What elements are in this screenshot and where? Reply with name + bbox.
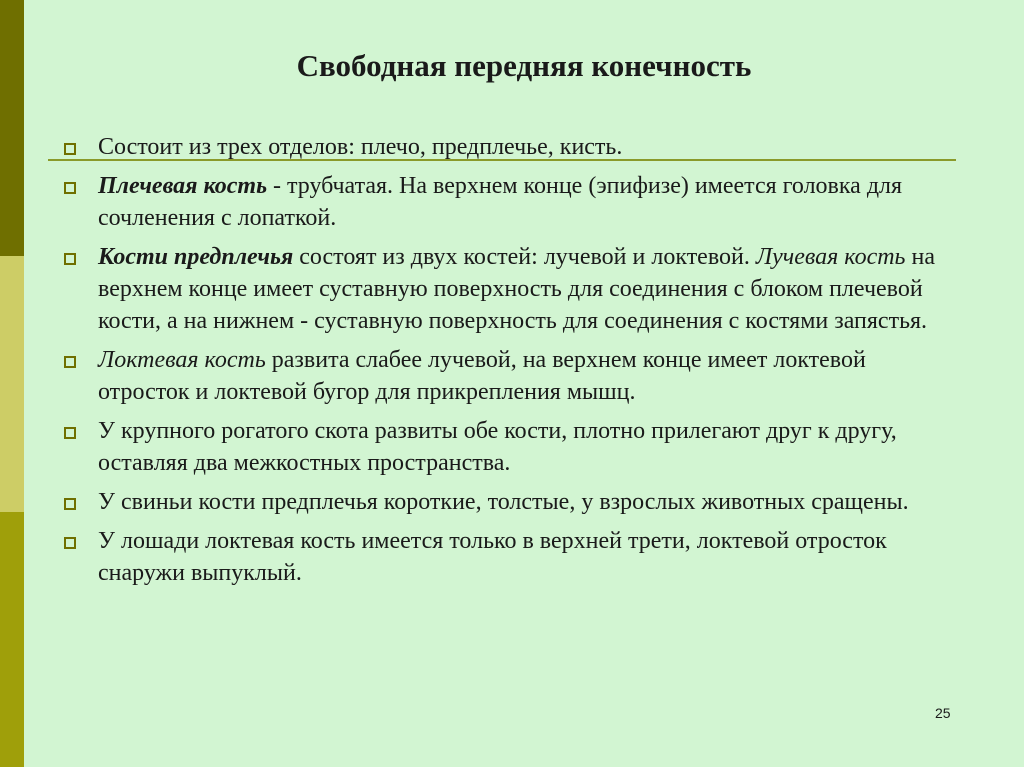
bullet-item <box>62 415 962 479</box>
page-number: 25 <box>935 705 951 721</box>
slide-title: Свободная передняя конечность <box>296 48 752 83</box>
square-bullet-icon <box>64 356 76 368</box>
decor-stripe-top <box>0 0 24 256</box>
bullet-text: - трубчатая. На верхнем конце (эпифизе) имеется головка для сочленения с лопаткой. <box>98 173 903 231</box>
bullet-text: У свиньи кости предплечья короткие, толстые, у взрослых животных сращены. <box>98 489 909 515</box>
bullet-text: на верхнем конце имеет суставную поверхность для соединения с блоком плечевой кости, а на нижнем - суставную поверхность для соединения с костями запястья. <box>98 244 935 334</box>
bullet-item <box>62 525 962 589</box>
square-bullet-icon <box>64 427 76 439</box>
bullet-term: Кости предплечья <box>98 244 294 270</box>
bullet-term: Плечевая кость <box>98 173 268 199</box>
square-bullet-icon <box>64 182 76 194</box>
bullet-list <box>62 131 962 596</box>
bullet-item <box>62 170 962 234</box>
square-bullet-icon <box>64 498 76 510</box>
bullet-term-italic: Лучевая кость <box>755 244 906 270</box>
bullet-text: состоят из двух костей: лучевой и локтевой. <box>293 244 756 270</box>
square-bullet-icon <box>64 143 76 155</box>
bullet-item <box>62 131 962 163</box>
decor-stripe-middle <box>0 256 24 512</box>
square-bullet-icon <box>64 253 76 265</box>
bullet-text: Состоит из трех отделов: плечо, предплечье, кисть. <box>98 134 623 160</box>
bullet-text: У крупного рогатого скота развиты обе кости, плотно прилегают друг к другу, оставляя два межкостных пространства. <box>98 418 897 476</box>
bullet-item <box>62 241 962 337</box>
square-bullet-icon <box>64 537 76 549</box>
bullet-item <box>62 344 962 408</box>
bullet-term-italic: Локтевая кость <box>98 347 266 373</box>
decor-stripe-bottom <box>0 512 24 767</box>
bullet-item <box>62 486 962 518</box>
bullet-text: У лошади локтевая кость имеется только в верхней трети, локтевой отросток снаружи выпуклый. <box>98 528 887 586</box>
bullet-text: развита слабее лучевой, на верхнем конце имеет локтевой отросток и локтевой бугор для прикрепления мышц. <box>98 347 866 405</box>
